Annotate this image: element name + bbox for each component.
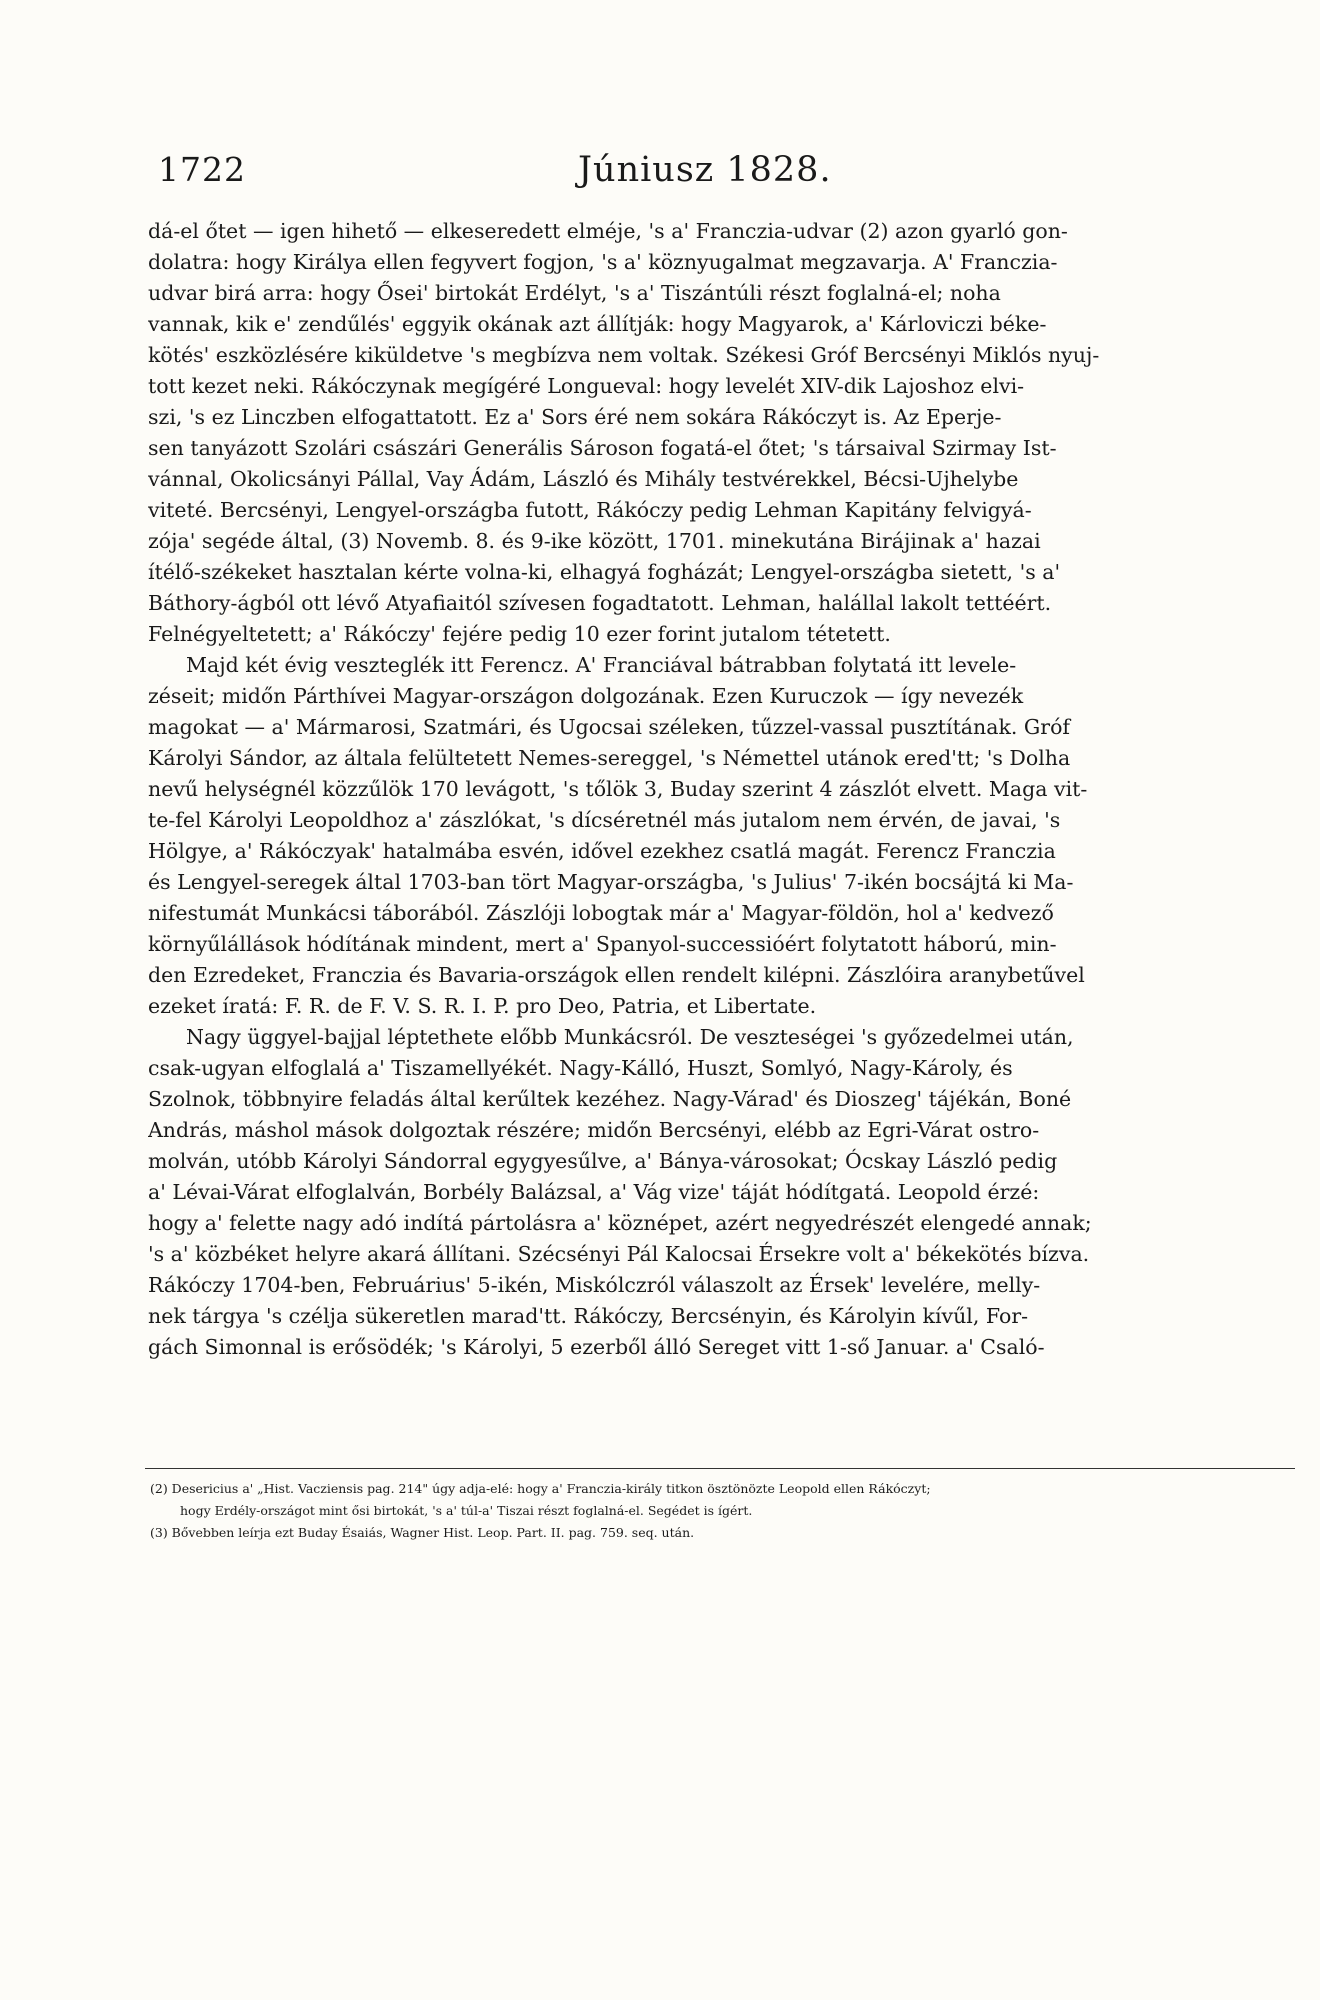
text-line: András, máshol mások dolgoztak részére; midőn Bercsényi, elébb az Egri-Várat ostro-	[148, 1118, 1040, 1142]
footnote-3: (3) Bővebben leírja ezt Buday Ésaiás, Wagner Hist. Leop. Part. II. pag. 759. seq. után.	[150, 1525, 695, 1540]
text-line: Rákóczy 1704-ben, Februárius' 5-ikén, Miskólczról válaszolt az Érsek' levelére, melly-	[148, 1273, 1041, 1297]
text-line: nifestumát Munkácsi táborából. Zászlóji lobogtak már a' Magyar-földön, hol a' kedvező	[148, 901, 1054, 925]
text-line: magokat — a' Mármarosi, Szatmári, és Ugocsai széleken, tűzzel-vassal pusztítának. Gróf	[148, 715, 1071, 739]
paragraph-start-line: Majd két évig veszteglék itt Ferencz. A' Franciával bátrabban folytatá itt levele-	[186, 653, 1017, 677]
page-number: 1722	[158, 150, 246, 189]
text-line: ezeket íratá: F. R. de F. V. S. R. I. P. pro Deo, Patria, et Libertate.	[148, 994, 817, 1018]
text-line: sen tanyázott Szolári császári Generális Sároson fogatá-el őtet; 's társaival Szirmay Ist-	[148, 436, 1057, 460]
text-line: dolatra: hogy Királya ellen fegyvert fogjon, 's a' köznyugalmat megzavarja. A' Franczia-	[148, 250, 1058, 274]
text-line: Szolnok, többnyire feladás által kerűltek kezéhez. Nagy-Várad' és Dioszeg' tájékán, Boné	[148, 1087, 1072, 1111]
text-line: gách Simonnal is erősödék; 's Károlyi, 5 ezerből álló Sereget vitt 1-ső Januar. a' Csaló-	[148, 1335, 1045, 1359]
body-text	[148, 216, 1298, 1363]
text-line: den Ezredeket, Franczia és Bavaria-országok ellen rendelt kilépni. Zászlóira aranybetűvel	[148, 963, 1085, 987]
text-line: nevű helységnél közzűlök 170 levágott, 's tőlök 3, Buday szerint 4 zászlót elvett. Maga vit-	[148, 777, 1088, 801]
text-line: hogy a' felette nagy adó indítá pártolásra a' köznépet, azért negyedrészét elengedé annak;	[148, 1211, 1092, 1235]
text-line: molván, utóbb Károlyi Sándorral egygyesűlve, a' Bánya-városokat; Ócskay László pedig	[148, 1149, 1058, 1173]
text-line: szi, 's ez Linczben elfogattatott. Ez a' Sors éré nem sokára Rákóczyt is. Az Eperje-	[148, 405, 1002, 429]
text-line: Báthory-ágból ott lévő Atyafiaitól szívesen fogadtatott. Lehman, halállal lakolt tettéért.	[148, 591, 1052, 615]
footnote-2-continued: hogy Erdély-országot mint ősi birtokát, 's a' túl-a' Tiszai részt foglalná-el. Segédet is ígért.	[180, 1503, 753, 1518]
text-line: Felnégyeltetett; a' Rákóczy' fejére pedig 10 ezer forint jutalom tétetett.	[148, 622, 891, 646]
text-line: Károlyi Sándor, az általa felültetett Nemes-sereggel, 's Némettel utánok ered'tt; 's Dolha	[148, 746, 1071, 770]
footnote-divider	[145, 1468, 1295, 1469]
text-line: zója' segéde által, (3) Novemb. 8. és 9-ike között, 1701. minekutána Birájinak a' hazai	[148, 529, 1041, 553]
footnote-2: (2) Desericius a' „Hist. Vacziensis pag. 214" úgy adja-elé: hogy a' Franczia-király titkon ösztönözte Leopold ellen Rákóczyt;	[150, 1481, 931, 1496]
text-line: 's a' közbéket helyre akará állítani. Szécsényi Pál Kalocsai Érsekre volt a' békekötés bízva.	[148, 1242, 1090, 1266]
text-line: ítélő-székeket hasztalan kérte volna-ki, elhagyá fogházát; Lengyel-országba sietett, 's a'	[148, 560, 1061, 584]
text-line: kötés' eszközlésére kiküldetve 's megbízva nem voltak. Székesi Gróf Bercsényi Miklós nyuj-	[148, 343, 1100, 367]
text-line: csak-ugyan elfoglalá a' Tiszamellyékét. Nagy-Kálló, Huszt, Somlyó, Nagy-Károly, és	[148, 1056, 1013, 1080]
text-line: zéseit; midőn Párthívei Magyar-országon dolgozának. Ezen Kuruczok — így nevezék	[148, 684, 1024, 708]
text-line: tott kezet neki. Rákóczynak megígéré Longueval: hogy levelét XIV-dik Lajoshoz elvi-	[148, 374, 1025, 398]
text-line: és Lengyel-seregek által 1703-ban tört Magyar-országba, 's Julius' 7-ikén bocsájtá ki Ma-	[148, 870, 1074, 894]
paragraph-start-line: Nagy üggyel-bajjal léptethete előbb Munkácsról. De veszteségei 's győzedelmei után,	[186, 1025, 1074, 1049]
text-line: a' Lévai-Várat elfoglalván, Borbély Balázsal, a' Vág vize' táját hódítgatá. Leopold érzé:	[148, 1180, 1040, 1204]
running-title: Júniusz 1828.	[578, 150, 832, 190]
page-header	[158, 150, 1278, 206]
text-line: vannak, kik e' zendűlés' eggyik okának azt állítják: hogy Magyarok, a' Kárloviczi béke-	[148, 312, 1047, 336]
text-line: környűlállások hódítának mindent, mert a' Spanyol-successióért folytatott háború, min-	[148, 932, 1057, 956]
text-line: nek tárgya 's czélja sükeretlen marad'tt. Rákóczy, Bercsényin, és Károlyin kívűl, For-	[148, 1304, 1029, 1328]
text-line: udvar birá arra: hogy Ősei' birtokát Erdélyt, 's a' Tiszántúli részt foglalná-el; noha	[148, 281, 1001, 305]
text-line: viteté. Bercsényi, Lengyel-országba futott, Rákóczy pedig Lehman Kapitány felvigyá-	[148, 498, 1032, 522]
text-line: vánnal, Okolicsányi Pállal, Vay Ádám, László és Mihály testvérekkel, Bécsi-Ujhelybe	[148, 467, 1019, 491]
footnotes	[150, 1478, 1300, 1544]
text-line: dá-el őtet — igen hihető — elkeseredett elméje, 's a' Franczia-udvar (2) azon gyarló gon-	[148, 219, 1068, 243]
text-line: te-fel Károlyi Leopoldhoz a' zászlókat, 's dícséretnél más jutalom nem érvén, de javai, 's	[148, 808, 1061, 832]
text-line: Hölgye, a' Rákóczyak' hatalmába esvén, idővel ezekhez csatlá magát. Ferencz Franczia	[148, 839, 1056, 863]
